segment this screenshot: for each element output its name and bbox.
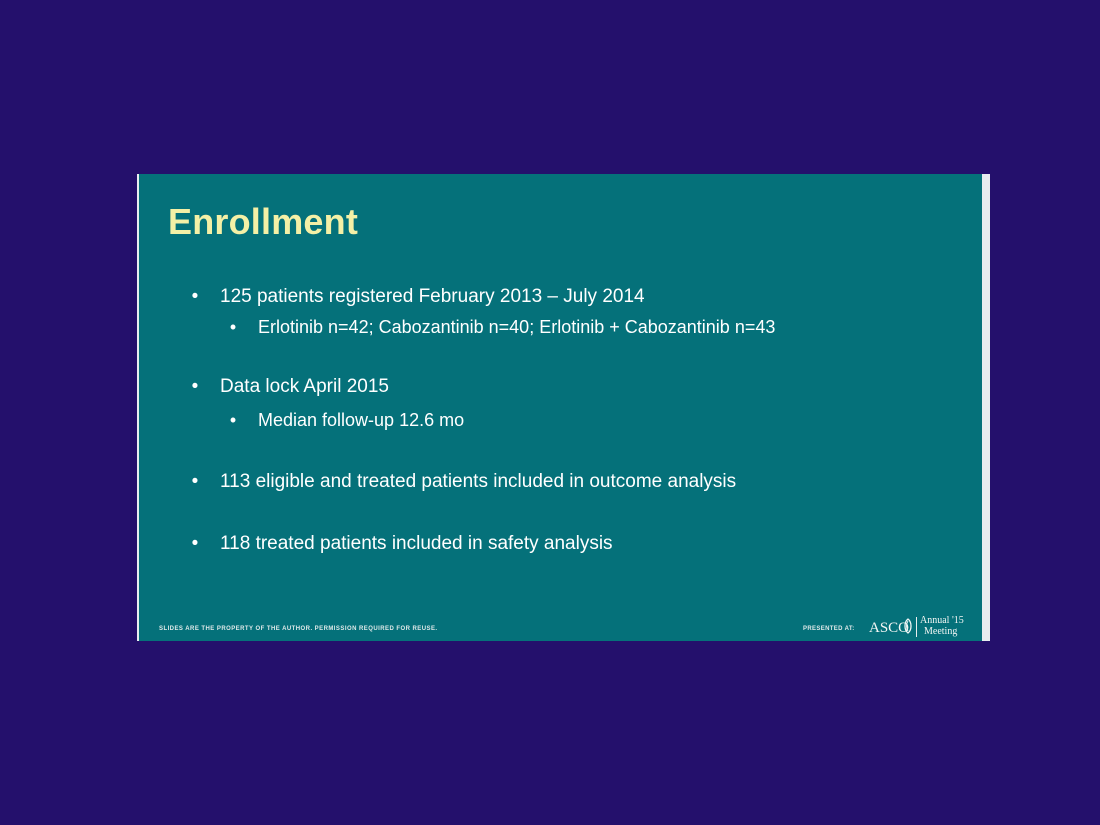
slide-bullet-list [139, 174, 982, 641]
logo-divider [916, 617, 917, 637]
slide-title: Enrollment [168, 201, 359, 242]
bullet-dot-icon: • [191, 471, 199, 492]
asco-logo-text: ASCO [869, 620, 910, 636]
bullet-item [187, 285, 645, 309]
bullet-item [187, 375, 389, 399]
sub-bullet-text: Median follow-up 12.6 mo [258, 410, 465, 430]
bullet-item [187, 470, 736, 494]
meeting-label: Meeting [924, 626, 958, 637]
sub-bullet-item [225, 315, 775, 339]
bullet-item [187, 532, 613, 556]
bullet-text: 125 patients registered February 2013 – July 2014 [220, 286, 645, 307]
bullet-dot-icon: • [191, 533, 199, 554]
asco-logo-icon [902, 618, 914, 634]
asco-logo [869, 614, 977, 640]
bullet-dot-icon: • [191, 376, 199, 397]
bullet-text: 113 eligible and treated patients included in outcome analysis [220, 471, 737, 492]
slide-right-edge [982, 174, 990, 641]
copyright-notice: SLIDES ARE THE PROPERTY OF THE AUTHOR. PERMISSION REQUIRED FOR REUSE. [159, 626, 438, 632]
sub-bullet-dot-icon: • [229, 317, 237, 337]
sub-bullet-text: Erlotinib n=42; Cabozantinib n=40; Erlotinib + Cabozantinib n=43 [258, 317, 776, 337]
bullet-text: Data lock April 2015 [220, 376, 389, 397]
presented-at-label: PRESENTED AT: [803, 626, 855, 632]
annual-meeting-year: Annual '15 [920, 615, 964, 626]
presentation-slide [137, 174, 982, 641]
sub-bullet-item [225, 408, 464, 432]
sub-bullet-dot-icon: • [229, 410, 237, 430]
bullet-text: 118 treated patients included in safety analysis [220, 533, 613, 554]
bullet-dot-icon: • [191, 286, 199, 307]
